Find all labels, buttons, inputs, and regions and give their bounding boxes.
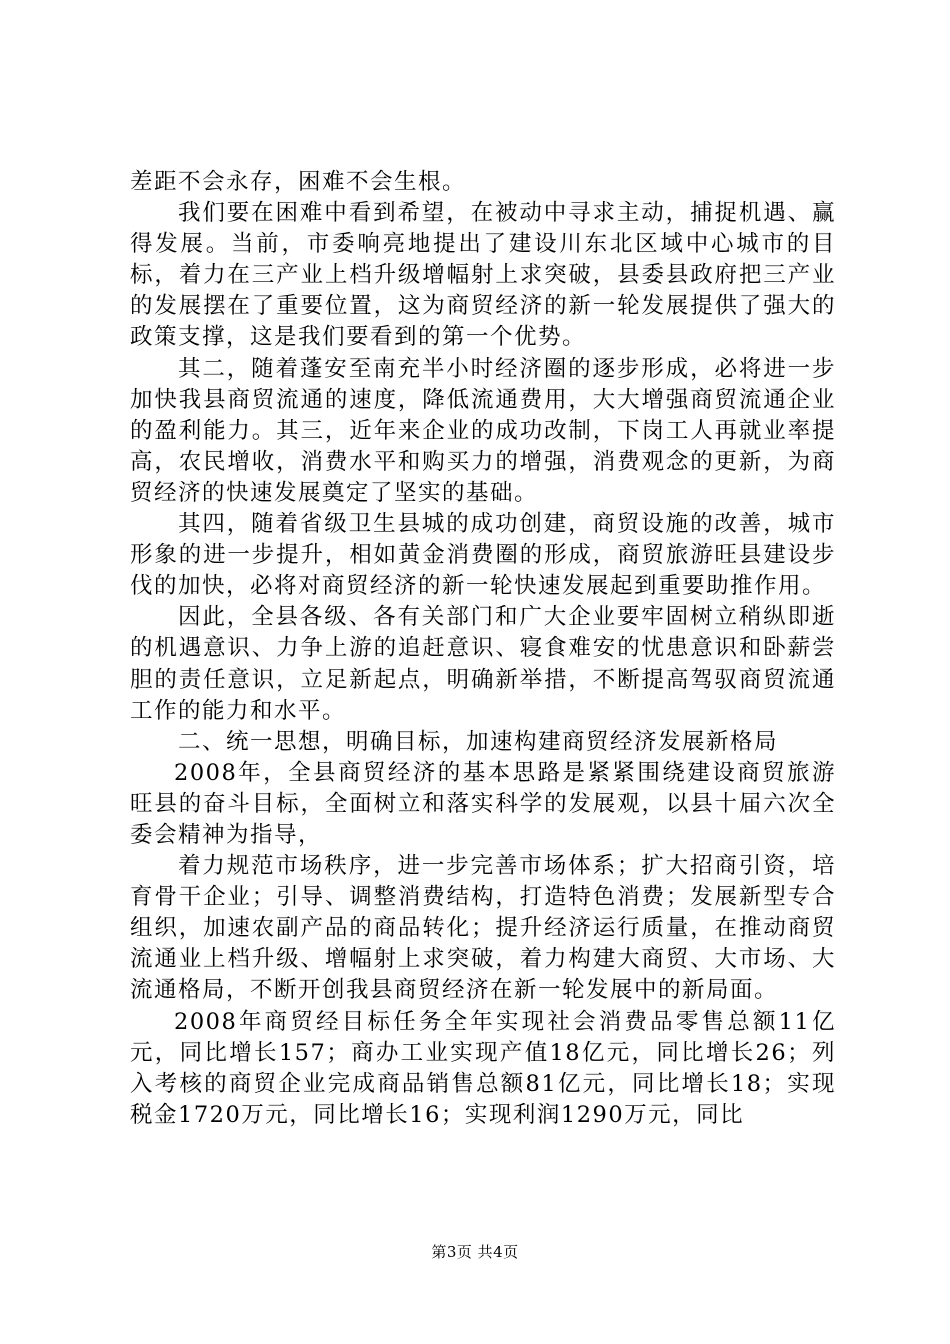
document-body [130,167,836,1131]
page-number-label: 第3页 共4页 [431,1243,519,1261]
paragraph: 其四，随着省级卫生县城的成功创建，商贸设施的改善，城市形象的进一步提升，相如黄金消费圈的形成，商贸旅游旺县建设步伐的加快，必将对商贸经济的新一轮快速发展起到重要助推作用。 [130,511,836,600]
paragraph: 着力规范市场秩序，进一步完善市场体系；扩大招商引资，培育骨干企业；引导、调整消费结构，打造特色消费；发展新型专合组织，加速农副产品的商品转化；提升经济运行质量，在推动商贸流通业上档升级、增幅射上求突破，着力构建大商贸、大市场、大流通格局，不断开创我县商贸经济在新一轮发展中的新局面。 [130,853,836,1004]
paragraph: 2008年商贸经目标任务全年实现社会消费品零售总额11亿元，同比增长157；商办工业实现产值18亿元，同比增长26；列入考核的商贸企业完成商品销售总额81亿元，同比增长18；实现税金1720万元，同比增长16；实现利润1290万元，同比 [130,1008,836,1128]
section-heading: 二、统一思想，明确目标，加速构建商贸经济发展新格局 [178,728,779,755]
paragraph: 因此，全县各级、各有关部门和广大企业要牢固树立稍纵即逝的机遇意识、力争上游的追赶意识、寝食难安的忧患意识和卧薪尝胆的责任意识，立足新起点，明确新举措，不断提高驾驭商贸流通工作的能力和水平。 [130,604,836,724]
paragraph: 我们要在困难中看到希望，在被动中寻求主动，捕捉机遇、赢得发展。当前，市委响亮地提出了建设川东北区域中心城市的目标，着力在三产业上档升级增幅射上求突破，县委县政府把三产业的发展摆在了重要位置，这为商贸经济的新一轮发展提供了强大的政策支撑，这是我们要看到的第一个优势。 [130,200,836,351]
paragraph: 2008年，全县商贸经济的基本思路是紧紧围绕建设商贸旅游旺县的奋斗目标，全面树立和落实科学的发展观，以县十届六次全委会精神为指导， [130,759,836,848]
paragraph: 其二，随着蓬安至南充半小时经济圈的逐步形成，必将进一步加快我县商贸流通的速度，降低流通费用，大大增强商贸流通企业的盈利能力。其三，近年来企业的成功改制，下岗工人再就业率提高，农民增收，消费水平和购买力的增强，消费观念的更新，为商贸经济的快速发展奠定了坚实的基础。 [130,355,836,506]
paragraph: 差距不会永存，困难不会生根。 [130,169,467,195]
page-footer [0,1241,950,1262]
